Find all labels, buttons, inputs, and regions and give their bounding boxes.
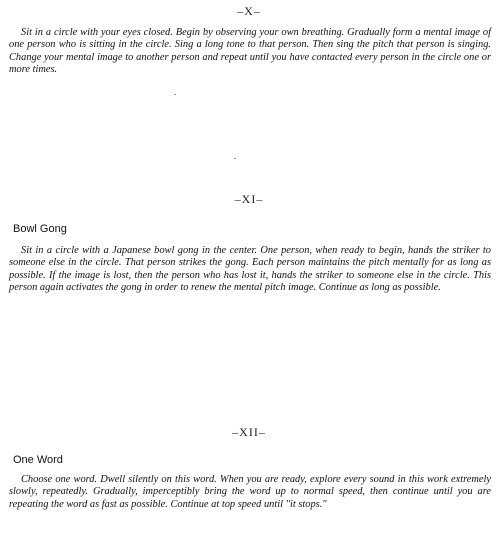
section-xi-text: Sit in a circle with a Japanese bowl gong in the center. One person, when ready to begin, hands the striker to someone else in the circle. That person strikes the gong. Each person maintains the pitch mentally for as long as possible. If the image is lost, then the person who has lost it, hands the striker to someone else in the circle. This person again activates the gong in order to renew the mental pitch image. Continue as long as possible.	[9, 245, 491, 294]
section-xii-heading: –XII–	[232, 425, 266, 439]
section-xi-paragraph	[9, 245, 491, 295]
section-x-heading: –X–	[237, 4, 261, 18]
section-xi-title: Bowl Gong	[13, 223, 67, 235]
section-xii-title: One Word	[13, 454, 63, 466]
scan-speck	[174, 94, 176, 95]
section-x-text: Sit in a circle with your eyes closed. Begin by observing your own breathing. Gradually form a mental image of one person who is sitting in the circle. Sing a long tone to that person. Then sing the pitch that person is singing. Change your mental image to another person and repeat until you have contacted every person in the circle one or more times.	[9, 27, 491, 76]
section-xii-paragraph	[9, 474, 491, 511]
scan-speck	[234, 158, 236, 159]
section-x-paragraph	[9, 27, 491, 77]
section-xii-text: Choose one word. Dwell silently on this word. When you are ready, explore every sound in this work extremely slowly, repeatedly. Gradually, imperceptibly bring the word up to normal speed, then continue until you are repeating the word as fast as possible. Continue at top speed until "it stops."	[9, 474, 491, 510]
section-xi-heading: –XI–	[234, 192, 264, 206]
